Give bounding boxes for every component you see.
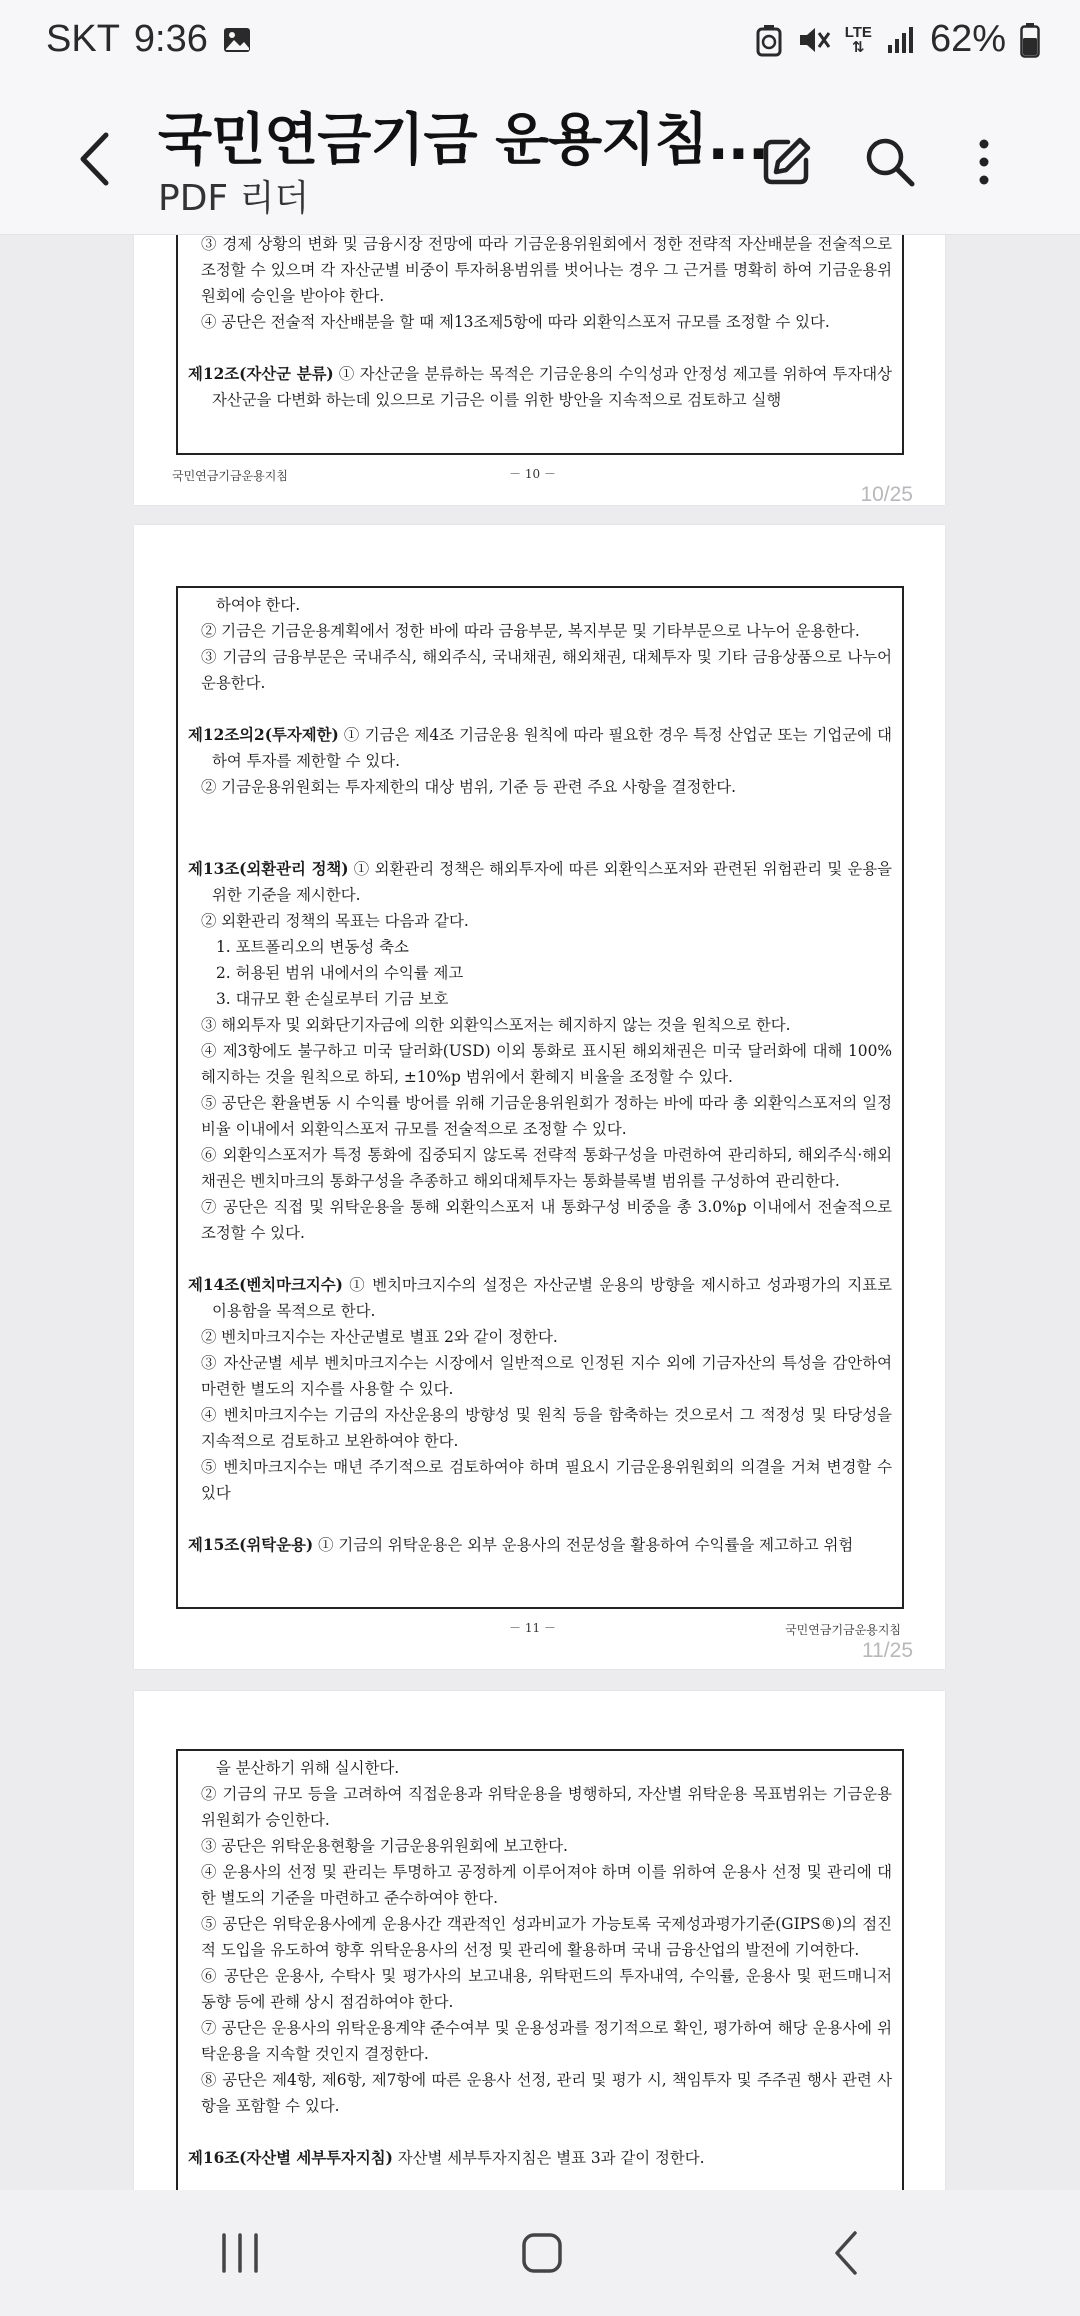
paragraph [188, 618, 892, 644]
paragraph-text: ④ 제3항에도 불구하고 미국 달러화(USD) 이외 통화로 표시된 해외채권은 미국 달러화에 대해 100% 헤지하는 것을 원칙으로 하되, ±10%p 범위에서 환헤지 비율을 조정할 수 있다. [201, 1042, 892, 1086]
paragraph [188, 2015, 892, 2067]
document-title: 국민연금기금 운용지침... [158, 108, 769, 173]
paragraph-text: 을 분산하기 위해 실시한다. [216, 1759, 400, 1777]
paragraph [188, 361, 892, 413]
paragraph-text: 1. 포트폴리오의 변동성 축소 [216, 938, 409, 956]
paragraph-text: ③ 자산군별 세부 벤치마크지수는 시장에서 일반적으로 인정된 지수 외에 기금자산의 특성을 감안하여 마련한 별도의 지수를 사용할 수 있다. [201, 1354, 892, 1398]
paragraph-text: ② 기금운용위원회는 투자제한의 대상 범위, 기준 등 관련 주요 사항을 결정한다. [201, 778, 736, 796]
page-text-frame [176, 235, 904, 455]
page-text [188, 1755, 892, 2171]
paragraph-text: 3. 대규모 환 손실로부터 기금 보호 [216, 990, 449, 1008]
paragraph-text: ⑤ 공단은 환율변동 시 수익률 방어를 위해 기금운용위원회가 정하는 바에 따라 총 외환익스포저의 일정 비율 이내에서 외환익스포저 규모를 전술적으로 조정할 수 있다. [201, 1094, 892, 1138]
signal-icon [886, 25, 916, 55]
back-icon [831, 2229, 861, 2277]
article-heading: 제15조(위탁운용) [188, 1536, 314, 1554]
navigation-bar [0, 2190, 1080, 2316]
paragraph [188, 1012, 892, 1038]
status-left [46, 18, 252, 61]
page-text [188, 235, 892, 413]
home-icon [520, 2231, 564, 2275]
paragraph-text: 하여야 한다. [216, 596, 301, 614]
more-options-button[interactable] [946, 124, 1022, 200]
paragraph [188, 1324, 892, 1350]
paragraph-text: ⑥ 외환익스포저가 특정 통화에 집중되지 않도록 전략적 통화구성을 마련하여 관리하되, 해외주식·해외채권은 벤치마크의 통화구성을 추종하고 해외대체투자는 통화블록별 범위를 구성하여 관리한다. [201, 1146, 892, 1190]
paragraph [188, 1859, 892, 1911]
paragraph-text: ② 외환관리 정책의 목표는 다음과 같다. [201, 912, 469, 930]
paragraph-text: 2. 허용된 범위 내에서의 수익률 제고 [216, 964, 464, 982]
battery-icon [1020, 22, 1040, 58]
paragraph-text: ② 벤치마크지수는 자산군별로 별표 2와 같이 정한다. [201, 1328, 558, 1346]
paragraph [188, 309, 892, 335]
paragraph [188, 235, 892, 309]
edit-button[interactable] [748, 124, 824, 200]
system-back-button[interactable] [806, 2220, 886, 2286]
paragraph-text: ⑤ 벤치마크지수는 매년 주기적으로 검토하여야 하며 필요시 기금운용위원회의 의결을 거쳐 변경할 수 있다 [201, 1458, 892, 1502]
gallery-notification-icon [222, 25, 252, 55]
lte-label: LTE [844, 23, 872, 41]
lte-icon [845, 25, 872, 55]
paragraph [188, 774, 892, 800]
paragraph-text: ③ 해외투자 및 외화단기자금에 의한 외환익스포저는 헤지하지 않는 것을 원칙으로 한다. [201, 1016, 791, 1034]
paragraph [188, 1755, 892, 1781]
paragraph [188, 1402, 892, 1454]
spacer [188, 1506, 892, 1532]
clock: 9:36 [133, 18, 208, 60]
article-heading: 제13조(외환관리 정책) [188, 860, 349, 878]
paragraph [188, 592, 892, 618]
paragraph [188, 856, 892, 908]
page-indicator: 10/25 [860, 483, 913, 506]
article-heading: 제16조(자산별 세부투자지침) [188, 2149, 393, 2167]
paragraph [188, 1963, 892, 2015]
page-text-frame [176, 586, 904, 1609]
paragraph [188, 1781, 892, 1833]
pdf-page-11 [134, 525, 945, 1669]
page-footer-number: － 10 － [509, 467, 556, 481]
paragraph [188, 722, 892, 774]
paragraph-text: ③ 공단은 위탁운용현황을 기금운용위원회에 보고한다. [201, 1837, 568, 1855]
paragraph [188, 1833, 892, 1859]
paragraph-text: ② 기금의 규모 등을 고려하여 직접운용과 위탁운용을 병행하되, 자산별 위탁운용 목표범위는 기금운용위원회가 승인한다. [201, 1785, 892, 1829]
paragraph [188, 1532, 892, 1558]
mute-icon [797, 24, 831, 56]
back-button[interactable] [62, 114, 126, 204]
document-viewport[interactable] [0, 235, 1080, 2190]
paragraph-text: ④ 벤치마크지수는 기금의 자산운용의 방향성 및 원칙 등을 함축하는 것으로서 그 적정성 및 타당성을 지속적으로 검토하고 보완하여야 한다. [201, 1406, 892, 1450]
paragraph-text: ① 벤치마크지수의 설정은 자산군별 운용의 방향을 제시하고 성과평가의 지표로 이용함을 목적으로 한다. [212, 1276, 892, 1320]
paragraph-text: ③ 경제 상황의 변화 및 금융시장 전망에 따라 기금운용위원회에서 정한 전략적 자산배분을 전술적으로 조정할 수 있으며 각 자산군별 비중이 투자허용범위를 벗어나는 경우 그 근거를 명확히 하여 기금운용위원회에 승인을 받아야 한다. [201, 235, 892, 305]
article-heading: 제12조(자산군 분류) [188, 365, 334, 383]
search-icon [862, 134, 918, 190]
status-right [755, 18, 1040, 61]
paragraph [188, 1911, 892, 1963]
lte-arrows-icon: ⇅ [852, 38, 865, 56]
list-item [188, 960, 892, 986]
paragraph-text: ① 외환관리 정책은 해외투자에 따른 외환익스포저와 관련된 위험관리 및 운용을 위한 기준을 제시한다. [212, 860, 892, 904]
back-arrow-icon [77, 131, 111, 187]
article-heading: 제14조(벤치마크지수) [188, 1276, 343, 1294]
paragraph-text: ⑥ 공단은 운용사, 수탁사 및 평가사의 보고내용, 위탁펀드의 투자내역, 수익률, 운용사 및 펀드매니저 동향 등에 관해 상시 점검하여야 한다. [201, 1967, 892, 2011]
list-item [188, 986, 892, 1012]
paragraph [188, 1350, 892, 1402]
article-heading: 제12조의2(투자제한) [188, 726, 339, 744]
status-bar [0, 0, 1080, 84]
page-footer-number: － 11 － [509, 1621, 556, 1635]
list-item [188, 934, 892, 960]
recents-icon [218, 2232, 262, 2274]
search-button[interactable] [852, 124, 928, 200]
paragraph-text: ② 기금은 기금운용계획에서 정한 바에 따라 금융부문, 복지부문 및 기타부문으로 나누어 운용한다. [201, 622, 860, 640]
paragraph-text: 자산별 세부투자지침은 별표 3과 같이 정한다. [392, 2149, 705, 2167]
spacer [188, 800, 892, 856]
paragraph-text: ① 자산군을 분류하는 목적은 기금운용의 수익성과 안정성 제고를 위하여 투자대상 자산군을 다변화 하는데 있으므로 기금은 이를 위한 방안을 지속적으로 검토하고 실행 [212, 365, 892, 409]
carrier-label: SKT [46, 18, 120, 60]
paragraph [188, 1142, 892, 1194]
paragraph-text: ① 기금의 위탁운용은 외부 운용사의 전문성을 활용하여 수익률을 제고하고 위험 [313, 1536, 854, 1554]
paragraph-text: ① 기금은 제4조 기금운용 원칙에 따라 필요한 경우 특정 산업군 또는 기업군에 대하여 투자를 제한할 수 있다. [212, 726, 892, 770]
app-subtitle: PDF 리더 [158, 178, 310, 219]
paragraph [188, 1272, 892, 1324]
edit-icon [758, 134, 814, 190]
spacer [188, 335, 892, 361]
paragraph-text: ⑤ 공단은 위탁운용사에게 운용사간 객관적인 성과비교가 가능토록 국제성과평가기준(GIPS®)의 점진적 도입을 유도하여 향후 위탁운용사의 선정 및 관리에 활용하며 국내 금융산업의 발전에 기여한다. [201, 1915, 892, 1959]
paragraph [188, 1194, 892, 1246]
dnd-notification-icon [755, 23, 783, 57]
page-indicator: 11/25 [862, 1639, 913, 1662]
pdf-page-12 [134, 1691, 945, 2190]
page-footer-left: 국민연금기금운용지침 [172, 469, 288, 483]
paragraph-text: ④ 운용사의 선정 및 관리는 투명하고 공정하게 이루어져야 하며 이를 위하여 운용사 선정 및 관리에 대한 별도의 기준을 마련하고 준수하여야 한다. [201, 1863, 892, 1907]
paragraph [188, 2145, 892, 2171]
battery-percent: 62% [929, 18, 1006, 60]
paragraph-text: ⑧ 공단은 제4항, 제6항, 제7항에 따른 운용사 선정, 관리 및 평가 시, 책임투자 및 주주권 행사 관련 사항을 포함할 수 있다. [201, 2071, 892, 2115]
paragraph [188, 908, 892, 934]
home-button[interactable] [502, 2220, 582, 2286]
paragraph-text: ⑦ 공단은 직접 및 위탁운용을 통해 외환익스포저 내 통화구성 비중을 총 3.0%p 이내에서 전술적으로 조정할 수 있다. [201, 1198, 892, 1242]
paragraph [188, 1038, 892, 1090]
spacer [188, 2119, 892, 2145]
paragraph [188, 2067, 892, 2119]
paragraph [188, 1454, 892, 1506]
paragraph-text: ④ 공단은 전술적 자산배분을 할 때 제13조제5항에 따라 외환익스포저 규모를 조정할 수 있다. [201, 313, 830, 331]
page-text [188, 592, 892, 1558]
paragraph [188, 1090, 892, 1142]
paragraph-text: ③ 기금의 금융부문은 국내주식, 해외주식, 국내채권, 해외채권, 대체투자 및 기타 금융상품으로 나누어 운용한다. [201, 648, 892, 692]
recents-button[interactable] [200, 2220, 280, 2286]
paragraph-text: ⑦ 공단은 운용사의 위탁운용계약 준수여부 및 운용성과를 정기적으로 확인, 평가하여 해당 운용사에 위탁운용을 지속할 것인지 결정한다. [201, 2019, 892, 2063]
more-vertical-icon [974, 134, 994, 190]
spacer [188, 696, 892, 722]
paragraph [188, 644, 892, 696]
page-footer-right: 국민연금기금운용지침 [785, 1623, 901, 1637]
app-bar [0, 84, 1080, 235]
spacer [188, 1246, 892, 1272]
pdf-page-10 [134, 235, 945, 505]
page-text-frame [176, 1749, 904, 2190]
